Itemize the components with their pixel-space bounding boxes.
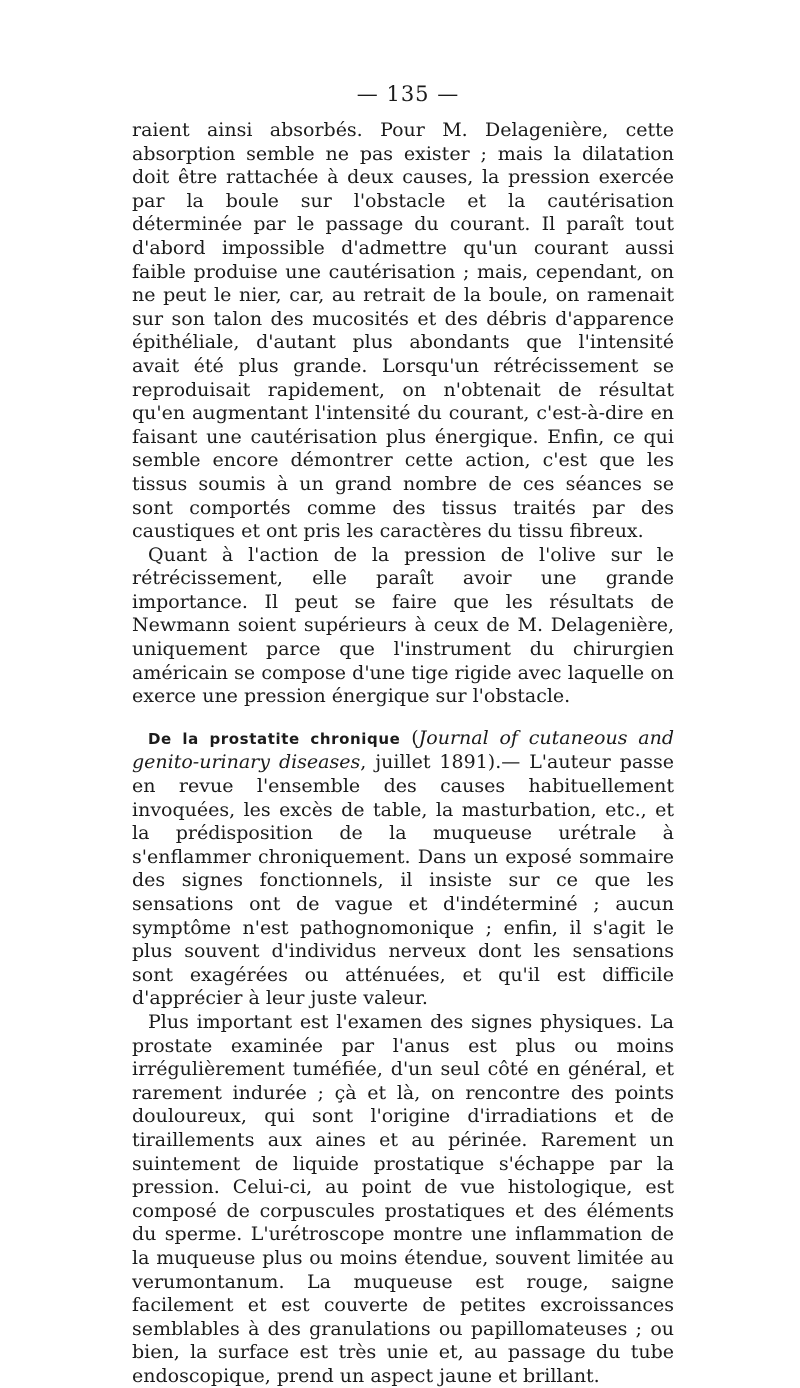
paragraph-physical-signs: Plus important est l'examen des signes physiques. La prostate examinée par l'anus est plus ou moins irrégulièrement tuméfiée, d'un seul côté en général, et rarement indurée ; çà et là, on rencontre des points douloureux, qui sont l'origine d'irradiations et de tiraillements aux aines et au périnée. Rarement un suintement de liquide prostatique s'échappe par la pression. Celui-ci, au point de vue histologique, est composé de corpuscules prostatiques et des éléments du sperme. L'urétroscope montre une inflammation de la muqueuse plus ou moins étendue, souvent limitée au verumontanum. La muqueuse est rouge, saigne facilement et est couverte de petites excroissances semblables à des granulations ou papillomateuses ; ou bien, la surface est très unie et, au passage du tube endoscopique, prend un aspect jaune et brillant.	[132, 1010, 674, 1387]
section-title: De la prostatite chronique	[148, 729, 401, 748]
document-page	[132, 82, 674, 1388]
journal-citation: Journal of cutaneous and genito-urinary diseases	[132, 726, 675, 774]
paragraph-absorption: raient ainsi absorbés. Pour M. Delagenière, cette absorption semble ne pas exister ; mais la dilatation doit être rattachée à deux causes, la pression exercée par la boule sur l'obstacle et la cautérisation déterminée par le passage du courant. Il paraît tout d'abord impossible d'admettre qu'un courant aussi faible produise une cautérisation ; mais, cependant, on ne peut le nier, car, au retrait de la boule, on ramenait sur son talon des mucosités et des débris d'apparence épithéliale, d'autant plus abondants que l'intensité avait été plus grande. Lorsqu'un rétrécissement se reproduisait rapidement, on n'obtenait de résultat qu'en augmentant l'intensité du courant, c'est-à-dire en faisant une cautérisation plus énergique. Enfin, ce qui semble encore démontrer cette action, c'est que les tissus soumis à un grand nombre de ces séances se sont comportés comme des tissus traités par des caustiques et ont pris les caractères du tissu fibreux.	[132, 119, 674, 543]
section-body: , juillet 1891).— L'auteur passe en revue l'ensemble des causes habituellement invoquées, les excès de table, la masturbation, etc., et la prédisposition de la muqueuse urétrale à s'enflammer chroniquement. Dans un exposé sommaire des signes fonctionnels, il insiste sur ce que les sensations ont de vague et d'indéterminé ; aucun symptôme n'est pathognomonique ; enfin, il s'agit le plus souvent d'individus nerveux dont les sensations sont exagérées ou atténuées, et qu'il est difficile d'apprécier à leur juste valeur.	[132, 751, 674, 1010]
page-number: — 135 —	[356, 82, 460, 106]
open-paren: (	[400, 726, 419, 749]
paragraph-prostatitis	[132, 727, 674, 1011]
paragraph-pressure: Quant à l'action de la pression de l'olive sur le rétrécissement, elle paraît avoir une grande importance. Il peut se faire que les résultats de Newmann soient supérieurs à ceux de M. Delagenière, uniquement parce que l'instrument du chirurgien américain se compose d'une tige rigide avec laquelle on exerce une pression énergique sur l'obstacle.	[132, 543, 674, 708]
